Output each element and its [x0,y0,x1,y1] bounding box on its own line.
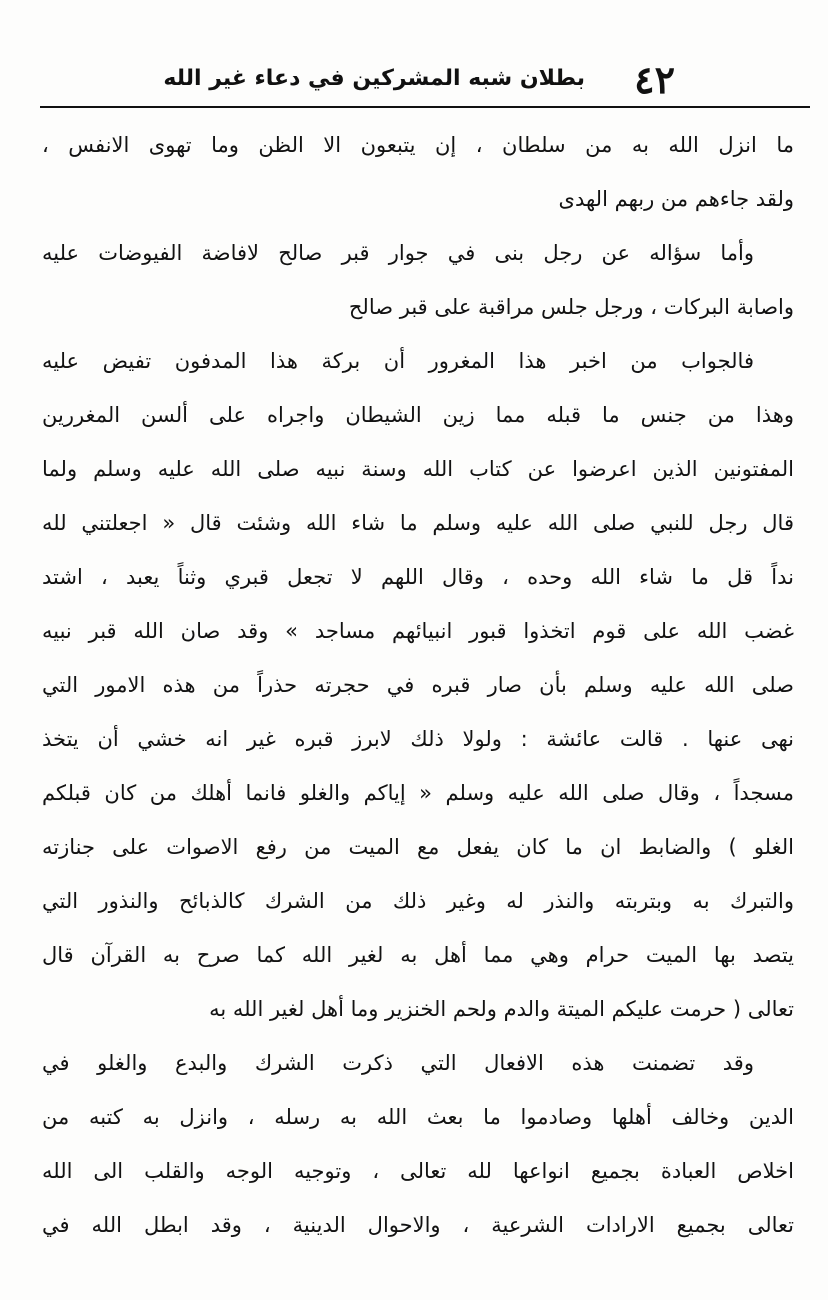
text-line: قال رجل للنبي صلى الله عليه وسلم ما شاء الله وشئت قال « اجعلتني لله [42,511,794,535]
text-line: واصابة البركات ، ورجل جلس مراقبة على قبر صالح [348,295,794,319]
header-rule [40,106,810,108]
text-line: غضب الله على قوم اتخذوا قبور انبيائهم مساجد » وقد صان الله قبر نبيه [42,619,794,643]
text-line: يتصد بها الميت حرام وهي مما أهل به لغير الله كما صرح به القرآن قال [42,943,794,967]
text-line: تعالى بجميع الارادات الشرعية ، والاحوال الدينية ، وقد ابطل الله في [42,1213,794,1237]
body-text [42,118,794,1252]
text-line: وهذا من جنس ما قبله مما زين الشيطان واجراه على ألسن المغررين [42,403,794,427]
text-line: ولقد جاءهم من ربهم الهدى [558,187,794,211]
text-line: الغلو ) والضابط ان ما كان يفعل مع الميت من رفع الاصوات على جنازته [42,835,794,859]
text-line: الدين وخالف أهلها وصادموا ما بعث الله به رسله ، وانزل به كتبه من [42,1105,794,1129]
text-line: فالجواب من اخبر هذا المغرور أن بركة هذا المدفون تفيض عليه [42,349,754,373]
text-line: صلى الله عليه وسلم بأن صار قبره في حجرته حذراً من هذه الامور التي [42,673,794,697]
text-line: تعالى ( حرمت عليكم الميتة والدم ولحم الخنزير وما أهل لغير الله به [209,997,794,1021]
text-line: مسجداً ، وقال صلى الله عليه وسلم « إياكم والغلو فانما أهلك من كان قبلكم [42,781,794,805]
text-line: وقد تضمنت هذه الافعال التي ذكرت الشرك والبدع والغلو في [42,1051,754,1075]
text-line: اخلاص العبادة بجميع انواعها لله تعالى ، وتوجيه الوجه والقلب الى الله [42,1159,794,1183]
page-header [40,56,810,108]
text-line: ما انزل الله به من سلطان ، إن يتبعون الا الظن وما تهوى الانفس ، [42,133,794,157]
text-line: وأما سؤاله عن رجل بنى في جوار قبر صالح لافاضة الفيوضات عليه [42,241,754,265]
text-line: نهى عنها . قالت عائشة : ولولا ذلك لابرز قبره غير انه خشي أن يتخذ [42,727,794,751]
text-line: نداً قل ما شاء الله وحده ، وقال اللهم لا تجعل قبري وثناً يعبد ، اشتد [42,565,794,589]
text-line: والتبرك به وبتربته والنذر له وغير ذلك من الشرك كالذبائح والنذور التي [42,889,794,913]
text-line: المفتونين الذين اعرضوا عن كتاب الله وسنة نبيه صلى الله عليه وسلم ولما [42,457,794,481]
page-number: ٤٢ [634,57,675,102]
running-title: بطلان شبه المشركين في دعاء غير الله [163,66,585,91]
